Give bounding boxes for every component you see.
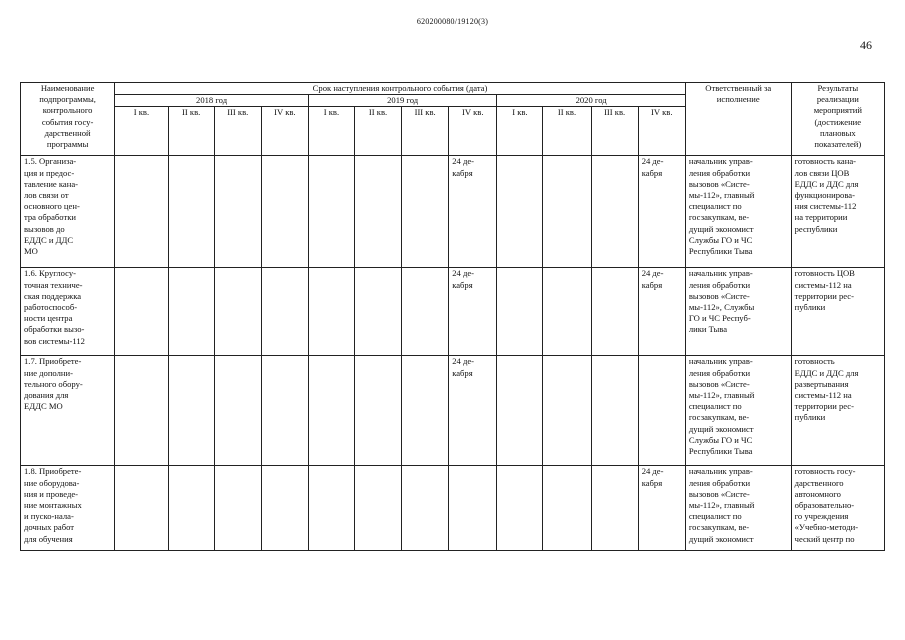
date-cell [402,156,449,268]
date-cell [354,356,401,466]
header-quarter: I кв. [497,107,543,156]
header-year-2019: 2019 год [308,95,496,107]
date-cell [168,268,214,356]
header-quarter: III кв. [214,107,261,156]
date-cell [261,156,308,268]
date-cell [497,268,543,356]
date-cell [115,466,168,551]
date-cell [308,268,354,356]
date-cell [591,268,638,356]
date-cell [214,466,261,551]
control-events-table [20,82,885,551]
header-quarter: II кв. [543,107,591,156]
header-year-2020: 2020 год [497,95,686,107]
date-cell: 24 де- кабря [638,156,685,268]
date-cell [354,156,401,268]
date-cell [354,268,401,356]
date-cell [497,156,543,268]
date-cell [591,466,638,551]
date-cell [543,268,591,356]
date-cell [115,268,168,356]
table-row [21,466,885,551]
date-cell [261,466,308,551]
row-responsible: начальник управ- ления обработки вызовов «Систе- мы-112», Службы ГО и ЧС Респуб- лики Тыва [685,268,791,356]
date-cell [308,466,354,551]
date-cell [354,466,401,551]
date-cell: 24 де- кабря [449,156,497,268]
date-cell [543,156,591,268]
date-cell [261,268,308,356]
date-cell [497,466,543,551]
header-results: Результаты реализации мероприятий (достижение плановых показателей) [791,83,884,156]
document-id: 620200080/19120(3) [416,17,489,26]
date-cell [308,356,354,466]
header-quarter: IV кв. [449,107,497,156]
date-cell: 24 де- кабря [449,356,497,466]
date-cell [214,268,261,356]
date-cell [402,466,449,551]
date-cell [261,356,308,466]
row-responsible: начальник управ- ления обработки вызовов «Систе- мы-112», главный специалист по госзакупкам, ве- дущий экономист Службы ГО и ЧС Республики Тыва [685,156,791,268]
header-quarter: III кв. [402,107,449,156]
date-cell [543,466,591,551]
table-row [21,156,885,268]
table-row [21,268,885,356]
header-quarter: II кв. [354,107,401,156]
row-result: готовность кана- лов связи ЦОВ ЕДДС и ДДС для функционирова- ния системы-112 на территории республики [791,156,884,268]
date-cell [591,156,638,268]
page-number: 46 [860,38,872,52]
row-result: готовность ЕДДС и ДДС для развертывания системы-112 на территории рес- публики [791,356,884,466]
date-cell [591,356,638,466]
row-result: готовность госу- дарственного автономного образовательно- го учреждения «Учебно-методи- ческий центр по [791,466,884,551]
header-quarter: III кв. [591,107,638,156]
date-cell: 24 де- кабря [638,268,685,356]
date-cell [308,156,354,268]
date-cell [214,156,261,268]
header-responsible: Ответственный за исполнение [685,83,791,156]
header-quarter: I кв. [115,107,168,156]
row-result: готовность ЦОВ системы-112 на территории рес- публики [791,268,884,356]
date-cell [402,356,449,466]
date-cell [543,356,591,466]
header-quarter: II кв. [168,107,214,156]
header-quarter: IV кв. [261,107,308,156]
header-year-2018: 2018 год [115,95,309,107]
date-cell [214,356,261,466]
header-name: Наименование подпрограммы, контрольного события госу- дарственной программы [21,83,115,156]
header-quarter: I кв. [308,107,354,156]
date-cell [402,268,449,356]
header-deadline: Срок наступления контрольного события (дата) [115,83,686,95]
row-event-name: 1.6. Круглосу- точная техниче- ская поддержка работоспособ- ности центра обработки вызо- вов системы-112 [21,268,115,356]
row-event-name: 1.5. Организа- ция и предос- тавление кана- лов связи от основного цен- тра обработки вызовов до ЕДДС и ДДС МО [21,156,115,268]
date-cell [449,466,497,551]
date-cell [168,356,214,466]
date-cell [168,466,214,551]
row-event-name: 1.7. Приобрете- ние дополни- тельного обору- дования для ЕДДС МО [21,356,115,466]
row-responsible: начальник управ- ления обработки вызовов «Систе- мы-112», главный специалист по госзакупкам, ве- дущий экономист [685,466,791,551]
date-cell [115,156,168,268]
row-responsible: начальник управ- ления обработки вызовов «Систе- мы-112», главный специалист по госзакупкам, ве- дущий экономист Службы ГО и ЧС Республики Тыва [685,356,791,466]
date-cell [168,156,214,268]
date-cell: 24 де- кабря [638,466,685,551]
header-quarter: IV кв. [638,107,685,156]
date-cell [115,356,168,466]
table-row [21,356,885,466]
row-event-name: 1.8. Приобрете- ние оборудова- ния и проведе- ние монтажных и пуско-нала- дочных работ для обучения [21,466,115,551]
date-cell [497,356,543,466]
date-cell [638,356,685,466]
date-cell: 24 де- кабря [449,268,497,356]
